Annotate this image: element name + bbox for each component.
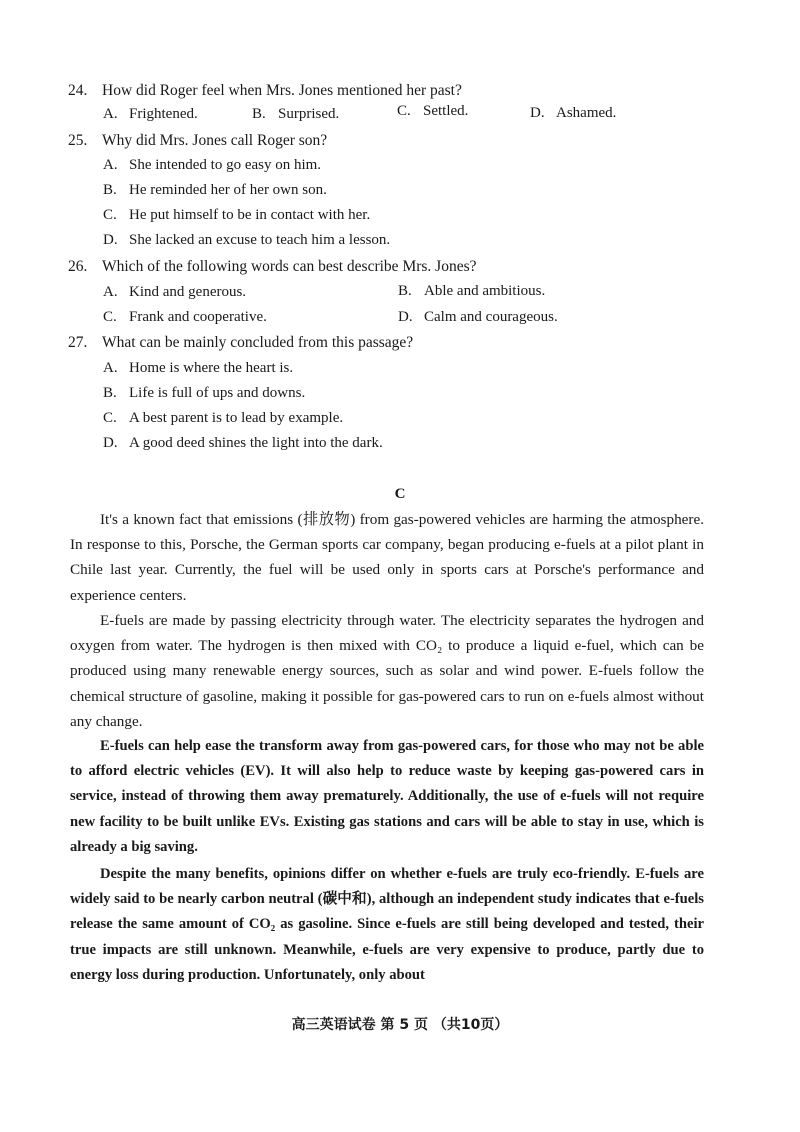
question-text: Why did Mrs. Jones call Roger son? — [102, 132, 328, 149]
question-text: Which of the following words can best describe Mrs. Jones? — [102, 258, 477, 275]
option-26-c: C. Frank and cooperative. — [103, 309, 267, 325]
question-24 — [68, 82, 462, 100]
option-27-d: D. A good deed shines the light into the dark. — [103, 435, 383, 451]
option-25-d: D. She lacked an excuse to teach him a lesson. — [103, 232, 391, 248]
option-27-b: B. Life is full of ups and downs. — [103, 385, 306, 401]
page-footer: 高三英语试卷 第 5 页 （共10页） — [291, 1017, 509, 1033]
question-26 — [68, 258, 477, 276]
option-24-d: D. Ashamed. — [530, 105, 617, 121]
question-text: How did Roger feel when Mrs. Jones mentioned her past? — [102, 82, 462, 99]
passage-paragraph-1: It's a known fact that emissions (排放物) from gas-powered vehicles are harming the atmosphere. In response to this, Porsche, the German sports car company, began producing e-fuels at a pilot plant in Chile last year. Currently, the fuel will be used only in sports cars at Porsche's performance and experience centers. — [70, 511, 704, 604]
question-number: 25. — [68, 132, 88, 149]
passage-paragraph-2: E-fuels are made by passing electricity through water. The electricity separates the hydrogen and oxygen from water. The hydrogen is then mixed with CO₂ to produce a liquid e-fuel, which can be produced using many renewable energy sources, such as solar and wind power. E-fuels follow the chemical structure of gasoline, making it possible for gas-powered cars to run on e-fuels almost without any change. — [70, 612, 704, 730]
question-number: 26. — [68, 258, 88, 275]
question-27 — [68, 334, 413, 352]
option-24-b: B. Surprised. — [252, 106, 340, 122]
option-24-a: A. Frightened. — [103, 106, 198, 122]
option-25-b: B. He reminded her of her own son. — [103, 182, 327, 198]
passage-paragraph-3: E-fuels can help ease the transform away from gas-powered cars, for those who may not be able to afford electric vehicles (EV). It will also help to reduce waste by keeping gas-powered cars in service, instead of throwing them away prematurely. Additionally, the use of e-fuels will not require new facility to be built unlike EVs. Existing gas stations and cars will be able to stay in use, which is already a big saving. — [70, 738, 704, 855]
passage-paragraph-4: Despite the many benefits, opinions differ on whether e-fuels are truly eco-friendly. E-fuels are widely said to be nearly carbon neutral (碳中和), although an independent study indicates that e-fuels release the same amount of CO₂ as gasoline. Since e-fuels are still being developed and tested, their true impacts are still unknown. Meanwhile, e-fuels are very expensive to produce, partly due to energy loss during production. Unfortunately, only about — [70, 866, 704, 983]
option-26-b: B. Able and ambitious. — [398, 283, 546, 299]
option-24-c: C. Settled. — [397, 103, 469, 119]
option-27-c: C. A best parent is to lead by example. — [103, 410, 344, 426]
question-25 — [68, 132, 327, 150]
question-number: 27. — [68, 334, 88, 351]
section-title: C — [394, 486, 406, 502]
question-number: 24. — [68, 82, 88, 99]
option-25-a: A. She intended to go easy on him. — [103, 157, 322, 173]
option-26-a: A. Kind and generous. — [103, 284, 247, 300]
option-27-a: A. Home is where the heart is. — [103, 360, 294, 376]
option-26-d: D. Calm and courageous. — [398, 309, 558, 325]
question-text: What can be mainly concluded from this passage? — [102, 334, 414, 351]
option-25-c: C. He put himself to be in contact with her. — [103, 207, 371, 223]
